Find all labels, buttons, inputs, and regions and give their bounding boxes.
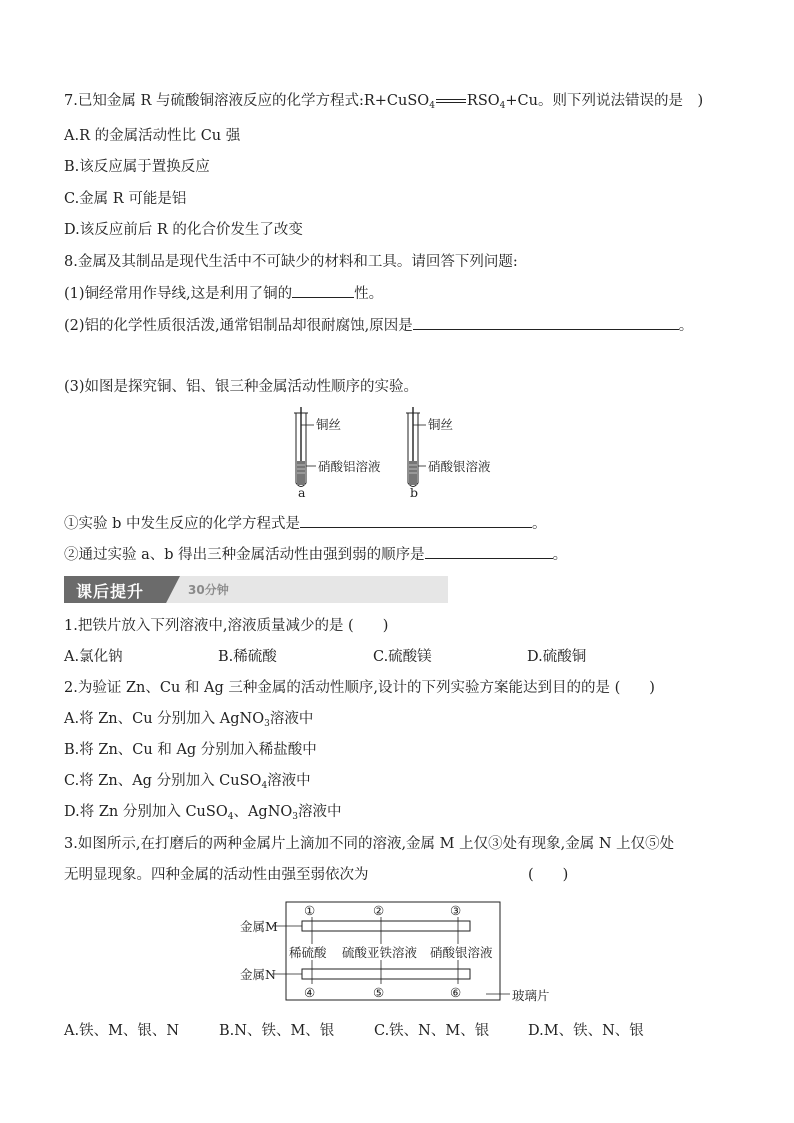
wire-label-a: 铜丝: [316, 417, 342, 432]
metal-plate-figure: [240, 898, 560, 1010]
p3-option-b: B.N、铁、M、银: [219, 1023, 335, 1039]
p1-option-d: D.硫酸铜: [527, 649, 587, 665]
p2-option-b: B.将 Zn、Cu 和 Ag 分别加入稀盐酸中: [64, 742, 317, 758]
spot-2: ②: [373, 903, 385, 918]
equals-sign: [436, 99, 466, 103]
metal-n-label: 金属N: [240, 967, 276, 982]
metal-m-label: 金属M: [240, 919, 278, 934]
wire-label-b: 铜丝: [428, 417, 454, 432]
solution-label-b: 硝酸银溶液: [428, 459, 491, 474]
p3-option-d: D.M、铁、N、银: [528, 1023, 644, 1039]
q8-stem: 8.金属及其制品是现代生活中不可缺少的材料和工具。请回答下列问题:: [64, 254, 518, 270]
spot-3: ③: [450, 903, 462, 918]
p2-option-a: A.将 Zn、Cu 分别加入 AgNO$_3$溶液中: [64, 711, 314, 729]
spot-4: ④: [304, 985, 316, 1000]
p2-stem: 2.为验证 Zn、Cu 和 Ag 三种金属的活动性顺序,设计的下列实验方案能达到目的的是 ( ): [64, 680, 655, 696]
section-banner: [64, 576, 448, 603]
test-tube-a: [294, 407, 316, 487]
test-tube-b: [406, 407, 426, 487]
section-time: 30分钟: [188, 583, 229, 597]
p3-options: [64, 1021, 684, 1041]
test-tube-figure: [280, 405, 520, 501]
answer-blank[interactable]: [292, 283, 354, 298]
p3-option-c: C.铁、N、M、银: [374, 1023, 490, 1039]
p1-option-a: A.氯化钠: [64, 649, 123, 665]
p3-stem-line1: 3.如图所示,在打磨后的两种金属片上滴加不同的溶液,金属 M 上仅③处有现象,金属 N 上仅⑤处: [64, 836, 675, 852]
q8-part3-1: ①实验 b 中发生反应的化学方程式是 。: [64, 513, 547, 534]
spot-5: ⑤: [373, 985, 385, 1000]
q8-part2: (2)铝的化学性质很活泼,通常铝制品却很耐腐蚀,原因是 。: [64, 315, 693, 336]
metal-m-strip: [302, 921, 470, 931]
p1-stem: 1.把铁片放入下列溶液中,溶液质量减少的是 ( ): [64, 618, 389, 634]
q8-part3: (3)如图是探究铜、铝、银三种金属活动性顺序的实验。: [64, 379, 419, 395]
q8-part3-2: ②通过实验 a、b 得出三种金属活动性由强到弱的顺序是 。: [64, 544, 567, 565]
p2-option-c: C.将 Zn、Ag 分别加入 CuSO$_4$溶液中: [64, 773, 311, 791]
answer-blank[interactable]: [425, 544, 553, 559]
spot-1: ①: [304, 903, 316, 918]
spot-6: ⑥: [450, 985, 462, 1000]
solution-1-label: 稀硫酸: [289, 945, 327, 960]
q7-option-b: B.该反应属于置换反应: [64, 159, 210, 175]
p3-option-a: A.铁、M、银、N: [64, 1023, 180, 1039]
tube-tag-a: a: [298, 485, 306, 500]
q8-part1: (1)铜经常用作导线,这是利用了铜的 性。: [64, 283, 383, 304]
metal-n-strip: [302, 969, 470, 979]
q7-option-d: D.该反应前后 R 的化合价发生了改变: [64, 222, 303, 238]
answer-blank[interactable]: [413, 315, 679, 330]
q7-option-a: A.R 的金属活动性比 Cu 强: [64, 128, 241, 144]
tube-tag-b: b: [410, 485, 419, 500]
p1-options: [64, 647, 684, 667]
p1-option-c: C.硫酸镁: [373, 649, 432, 665]
q7-option-c: C.金属 R 可能是铝: [64, 191, 187, 207]
solution-2-label: 硫酸亚铁溶液: [342, 945, 418, 960]
p1-option-b: B.稀硫酸: [218, 649, 277, 665]
p3-stem-line2: 无明显现象。四种金属的活动性由强至弱依次为: [64, 867, 369, 883]
section-title: 课后提升: [76, 582, 145, 601]
solution-3-label: 硝酸银溶液: [430, 945, 493, 960]
p2-option-d: D.将 Zn 分别加入 CuSO$_4$、AgNO$_3$溶液中: [64, 804, 342, 822]
answer-blank[interactable]: [300, 513, 532, 528]
q7-stem: 7.已知金属 R 与硫酸铜溶液反应的化学方程式:R+CuSO$_4$ $RSO_4+Cu$。则下列说法错误的是 ): [64, 93, 704, 111]
glass-label: 玻璃片: [512, 988, 550, 1003]
p3-answer-paren: ( ): [528, 867, 569, 883]
solution-label-a: 硝酸铝溶液: [318, 459, 381, 474]
